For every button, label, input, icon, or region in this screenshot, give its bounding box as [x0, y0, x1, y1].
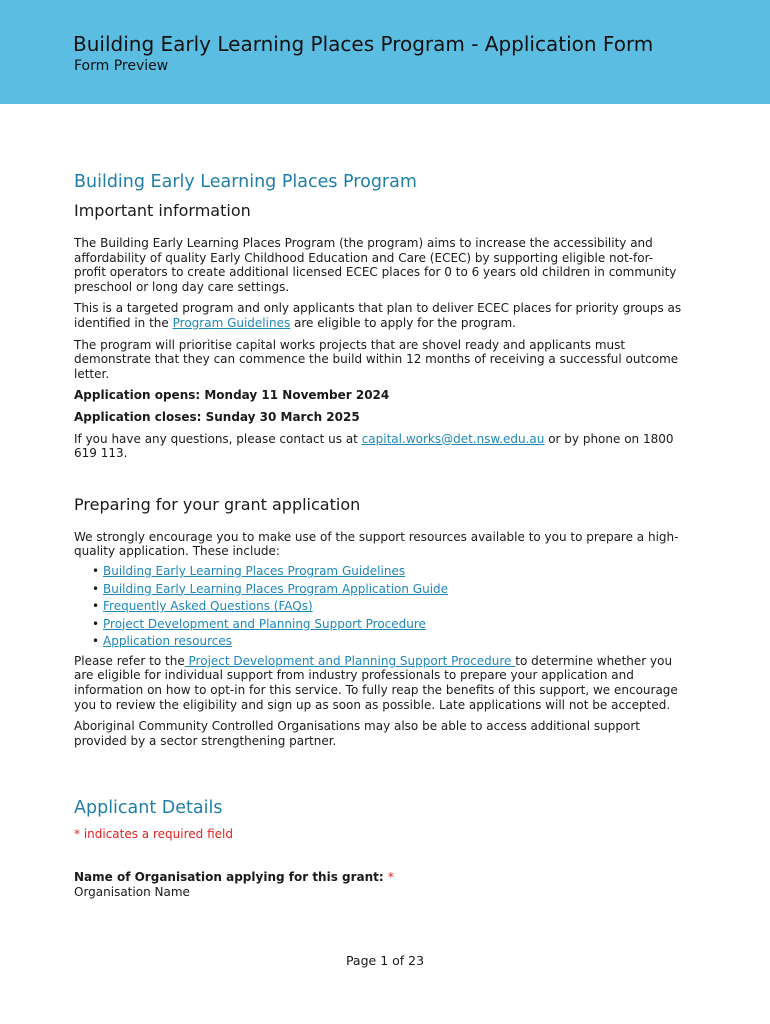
- list-item: [103, 598, 684, 616]
- preparing-paragraph-2: Please refer to the Project Development and Planning Support Procedure to determine whether you are eligible for individual support from industry professionals to prepare your application and information on how to opt-in for this service. To fully reap the benefits of this support, we encourage you to review the eligibility and sign up as soon as possible. Late applications will not be accepted.: [74, 653, 678, 712]
- application-guide-link[interactable]: Building Early Learning Places Program Application Guide: [103, 581, 449, 596]
- contact-email-link[interactable]: capital.works@det.nsw.edu.au: [361, 431, 545, 446]
- list-item: [103, 581, 684, 599]
- intro-paragraph-1: The Building Early Learning Places Program (the program) aims to increase the accessibility and affordability of quality Early Childhood Education and Care (ECEC) by supporting eligible not-for-profit operators to create additional licensed ECEC places for 0 to 6 years old children in community preschool or long day care settings.: [74, 236, 677, 294]
- list-item: [103, 563, 684, 581]
- support-procedure-link[interactable]: Project Development and Planning Support Procedure: [103, 616, 426, 631]
- preparing-heading: Preparing for your grant application: [74, 494, 361, 514]
- page-header: [0, 0, 770, 104]
- form-title: Building Early Learning Places Program - Application Form: [73, 32, 654, 56]
- required-asterisk: *: [387, 870, 394, 885]
- organisation-name-sublabel: Organisation Name: [74, 884, 190, 899]
- list-item: [103, 633, 684, 651]
- program-guidelines-link[interactable]: Program Guidelines: [172, 315, 291, 330]
- application-closes: Application closes: Sunday 30 March 2025: [74, 409, 360, 424]
- intro-paragraph-3: The program will prioritise capital works projects that are shovel ready and applicants must demonstrate that they can commence the build within 12 months of receiving a successful outcome letter.: [74, 337, 679, 381]
- application-resources-link[interactable]: Application resources: [103, 634, 233, 649]
- resource-links-list: [74, 563, 684, 651]
- contact-paragraph: If you have any questions, please contact us at capital.works@det.nsw.edu.au or by phone on 1800 619 113.: [74, 431, 674, 461]
- program-heading: Building Early Learning Places Program: [74, 172, 417, 192]
- form-subtitle: Form Preview: [74, 58, 169, 74]
- preparing-paragraph-1: We strongly encourage you to make use of the support resources available to you to prepare a high-quality application. These include:: [74, 529, 679, 559]
- preparing-paragraph-3: Aboriginal Community Controlled Organisations may also be able to access additional support provided by a sector strengthening partner.: [74, 719, 640, 748]
- support-procedure-inline-link[interactable]: Project Development and Planning Support Procedure: [184, 653, 516, 668]
- organisation-name-label: Name of Organisation applying for this grant: *: [74, 870, 394, 885]
- important-info-heading: Important information: [74, 201, 251, 220]
- list-item: [103, 616, 684, 634]
- faqs-link[interactable]: Frequently Asked Questions (FAQs): [103, 599, 313, 614]
- required-field-note: * indicates a required field: [74, 827, 233, 842]
- guidelines-link[interactable]: Building Early Learning Places Program Guidelines: [103, 563, 406, 578]
- applicant-details-heading: Applicant Details: [74, 798, 223, 819]
- intro-paragraph-2: This is a targeted program and only applicants that plan to deliver ECEC places for priority groups as identified in the Program Guidelines are eligible to apply for the program.: [74, 301, 682, 330]
- form-content: [74, 170, 684, 899]
- page-number: Page 1 of 23: [345, 953, 425, 968]
- application-opens: Application opens: Monday 11 November 2024: [74, 388, 390, 403]
